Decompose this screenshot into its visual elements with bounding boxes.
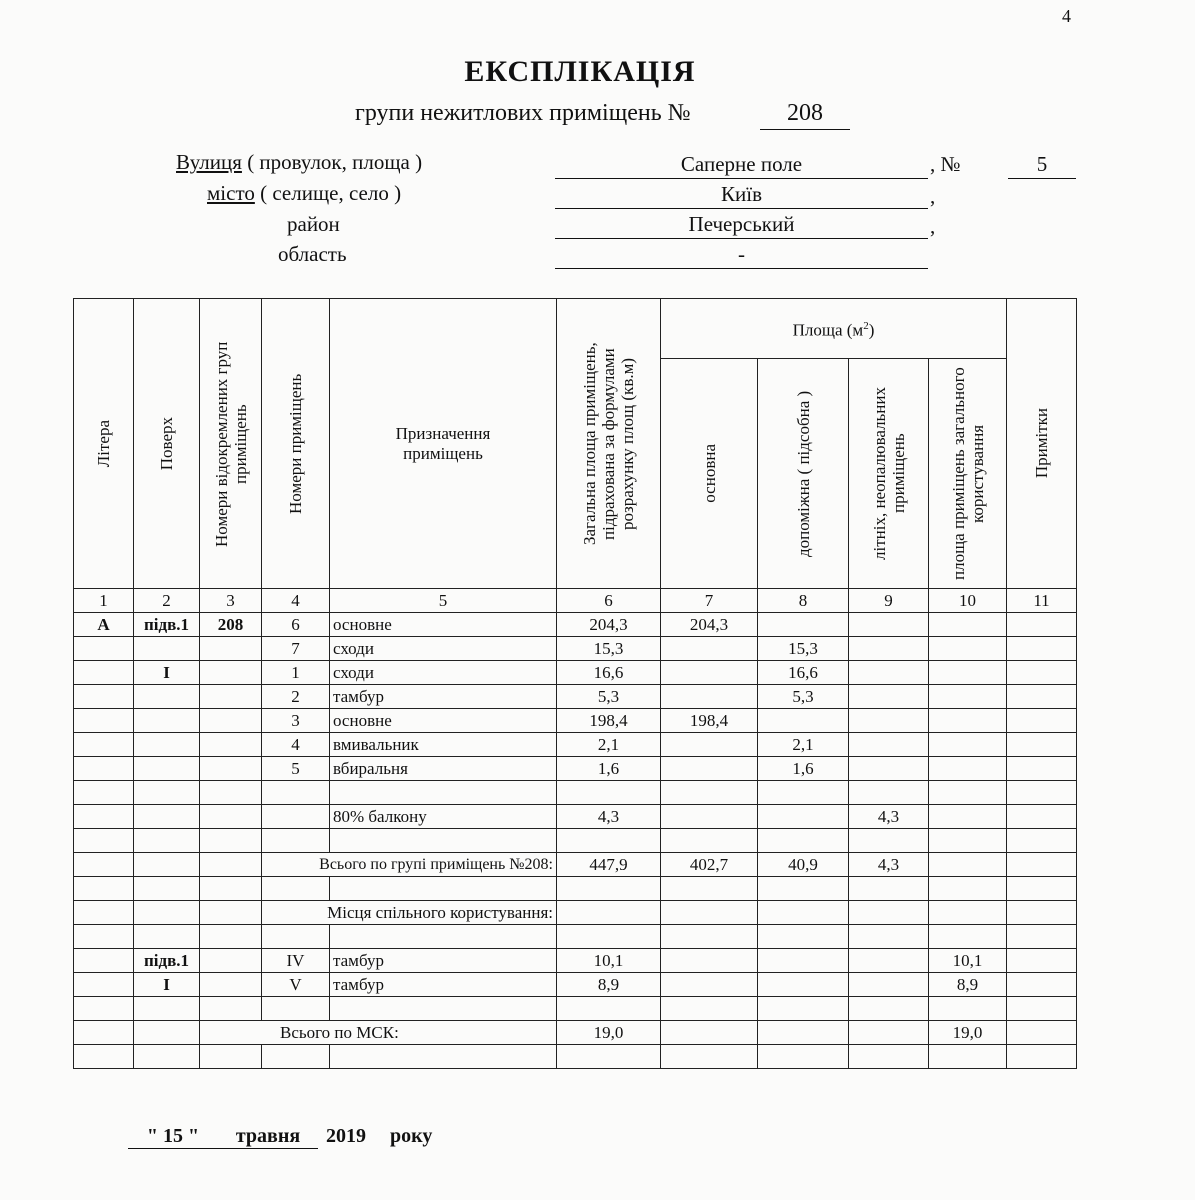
column-number: 2 <box>134 589 200 613</box>
cell-room: 6 <box>262 613 330 637</box>
cell-total: 198,4 <box>557 709 661 733</box>
date-year: 2019 <box>326 1125 366 1147</box>
document-subtitle: групи нежитлових приміщень № <box>355 100 691 126</box>
cell-common: 8,9 <box>929 973 1007 997</box>
cell-common: 10,1 <box>929 949 1007 973</box>
header-notes: Примітки <box>1007 299 1077 589</box>
column-number: 9 <box>849 589 929 613</box>
cell-auxiliary: 40,9 <box>758 853 849 877</box>
number-underline <box>1008 178 1076 179</box>
cell-common <box>929 637 1007 661</box>
table-row <box>74 637 1077 661</box>
balcony-row <box>74 805 1077 829</box>
region-underline <box>555 268 928 269</box>
cell-main <box>661 637 758 661</box>
cell-group <box>200 757 262 781</box>
cell-room: V <box>262 973 330 997</box>
header-litera: Літера <box>74 299 134 589</box>
cell-litera <box>74 637 134 661</box>
header-floor: Поверх <box>134 299 200 589</box>
cell-common <box>929 613 1007 637</box>
empty-row <box>74 781 1077 805</box>
cell-purpose: 80% балкону <box>330 805 557 829</box>
group-number: 208 <box>760 100 850 130</box>
cell-litera <box>74 661 134 685</box>
cell-total: 8,9 <box>557 973 661 997</box>
cell-floor <box>134 637 200 661</box>
cell-litera <box>74 757 134 781</box>
date-month: травня <box>218 1125 318 1149</box>
cell-purpose: сходи <box>330 661 557 685</box>
cell-purpose: основне <box>330 613 557 637</box>
msk-total-label: Всього по МСК: <box>200 1021 557 1045</box>
header-group-numbers: Номери відокремлених груп приміщень <box>200 299 262 589</box>
cell-notes <box>1007 685 1077 709</box>
column-numbers-row <box>74 589 1077 613</box>
cell-total: 1,6 <box>557 757 661 781</box>
cell-group <box>200 733 262 757</box>
cell-notes <box>1007 733 1077 757</box>
cell-auxiliary <box>758 709 849 733</box>
cell-summer: 4,3 <box>849 805 929 829</box>
cell-room: 3 <box>262 709 330 733</box>
common-heading-row <box>74 901 1077 925</box>
group-total-label: Всього по групі приміщень №208: <box>262 853 557 877</box>
cell-litera: А <box>74 613 134 637</box>
cell-purpose: вбиральня <box>330 757 557 781</box>
district-underline <box>555 238 928 239</box>
region-value: - <box>738 242 745 266</box>
cell-group <box>200 685 262 709</box>
column-number: 1 <box>74 589 134 613</box>
cell-floor: I <box>134 973 200 997</box>
column-number: 7 <box>661 589 758 613</box>
cell-total: 2,1 <box>557 733 661 757</box>
cell-main <box>661 757 758 781</box>
column-number: 3 <box>200 589 262 613</box>
cell-litera <box>74 709 134 733</box>
header-main: основна <box>661 359 758 589</box>
number-label: , № <box>930 152 961 176</box>
cell-main <box>661 685 758 709</box>
cell-common <box>929 685 1007 709</box>
explication-table <box>73 298 1077 1069</box>
cell-total: 447,9 <box>557 853 661 877</box>
cell-auxiliary: 1,6 <box>758 757 849 781</box>
cell-purpose: сходи <box>330 637 557 661</box>
city-underline <box>555 208 928 209</box>
cell-common <box>929 757 1007 781</box>
street-label: Вулиця ( провулок, площа ) <box>176 150 423 174</box>
header-summer: літніх, неопалювальних приміщень <box>849 359 929 589</box>
district-value: Печерський <box>688 212 795 236</box>
cell-floor <box>134 709 200 733</box>
cell-purpose: тамбур <box>330 973 557 997</box>
cell-summer <box>849 613 929 637</box>
cell-common <box>929 661 1007 685</box>
cell-purpose: основне <box>330 709 557 733</box>
cell-main: 204,3 <box>661 613 758 637</box>
cell-floor <box>134 757 200 781</box>
cell-main <box>661 733 758 757</box>
street-value: Саперне поле <box>680 152 803 176</box>
cell-main: 402,7 <box>661 853 758 877</box>
column-number: 11 <box>1007 589 1077 613</box>
cell-room: 5 <box>262 757 330 781</box>
cell-floor: підв.1 <box>134 949 200 973</box>
district-label: район <box>287 212 340 236</box>
cell-notes <box>1007 757 1077 781</box>
header-purpose: Призначення приміщень <box>330 299 557 589</box>
cell-room: 1 <box>262 661 330 685</box>
cell-summer <box>849 661 929 685</box>
cell-summer <box>849 685 929 709</box>
region-label: область <box>278 242 347 266</box>
common-heading: Місця спільного користування: <box>262 901 557 925</box>
header-room-numbers: Номери приміщень <box>262 299 330 589</box>
cell-floor: I <box>134 661 200 685</box>
cell-total: 5,3 <box>557 685 661 709</box>
empty-row <box>74 877 1077 901</box>
cell-notes <box>1007 613 1077 637</box>
cell-purpose: тамбур <box>330 685 557 709</box>
cell-main <box>661 661 758 685</box>
empty-row <box>74 997 1077 1021</box>
page-number: 4 <box>1062 6 1071 26</box>
cell-group: 208 <box>200 613 262 637</box>
common-row <box>74 949 1077 973</box>
cell-total: 16,6 <box>557 661 661 685</box>
cell-total: 19,0 <box>557 1021 661 1045</box>
cell-common <box>929 733 1007 757</box>
cell-room: 2 <box>262 685 330 709</box>
district-comma: , <box>930 214 936 238</box>
table-row <box>74 757 1077 781</box>
cell-litera <box>74 733 134 757</box>
cell-summer <box>849 757 929 781</box>
cell-notes <box>1007 709 1077 733</box>
cell-group <box>200 637 262 661</box>
document-title: ЕКСПЛІКАЦІЯ <box>464 55 696 88</box>
date-suffix: року <box>390 1125 433 1147</box>
cell-total: 10,1 <box>557 949 661 973</box>
table-row <box>74 685 1077 709</box>
column-number: 5 <box>330 589 557 613</box>
cell-litera <box>74 685 134 709</box>
cell-summer: 4,3 <box>849 853 929 877</box>
cell-total: 204,3 <box>557 613 661 637</box>
header-total-area: Загальна площа приміщень, підрахована за формулами розрахунку площ (кв.м) <box>557 299 661 589</box>
table-row <box>74 661 1077 685</box>
cell-total: 4,3 <box>557 805 661 829</box>
column-number: 8 <box>758 589 849 613</box>
cell-floor <box>134 733 200 757</box>
common-row <box>74 973 1077 997</box>
header-area-group: Площа $(м^2)$ <box>661 299 1007 359</box>
cell-common <box>929 709 1007 733</box>
cell-notes <box>1007 661 1077 685</box>
column-number: 10 <box>929 589 1007 613</box>
cell-room: IV <box>262 949 330 973</box>
group-total-row <box>74 853 1077 877</box>
cell-auxiliary: 5,3 <box>758 685 849 709</box>
cell-room: 4 <box>262 733 330 757</box>
cell-auxiliary <box>758 613 849 637</box>
cell-common: 19,0 <box>929 1021 1007 1045</box>
table-row <box>74 613 1077 637</box>
cell-floor: підв.1 <box>134 613 200 637</box>
header-auxiliary: допоміжна ( підсобна ) <box>758 359 849 589</box>
cell-group <box>200 709 262 733</box>
cell-notes <box>1007 637 1077 661</box>
cell-room: 7 <box>262 637 330 661</box>
header-common: площа приміщень загального користування <box>929 359 1007 589</box>
building-number: 5 <box>1036 152 1048 176</box>
cell-purpose: вмивальник <box>330 733 557 757</box>
column-number: 4 <box>262 589 330 613</box>
table-row <box>74 709 1077 733</box>
cell-floor <box>134 685 200 709</box>
cell-total: 15,3 <box>557 637 661 661</box>
msk-total-row <box>74 1021 1077 1045</box>
cell-purpose: тамбур <box>330 949 557 973</box>
cell-main: 198,4 <box>661 709 758 733</box>
cell-summer <box>849 637 929 661</box>
date-day: " 15 " <box>128 1125 218 1149</box>
empty-row <box>74 829 1077 853</box>
street-underline <box>555 178 928 179</box>
cell-group <box>200 661 262 685</box>
cell-summer <box>849 733 929 757</box>
cell-auxiliary: 2,1 <box>758 733 849 757</box>
empty-row <box>74 925 1077 949</box>
city-comma: , <box>930 184 936 208</box>
city-label: місто ( селище, село ) <box>207 181 402 205</box>
empty-row <box>74 1045 1077 1069</box>
city-value: Київ <box>721 182 762 206</box>
table-row <box>74 733 1077 757</box>
cell-auxiliary: 16,6 <box>758 661 849 685</box>
cell-auxiliary: 15,3 <box>758 637 849 661</box>
column-number: 6 <box>557 589 661 613</box>
cell-summer <box>849 709 929 733</box>
